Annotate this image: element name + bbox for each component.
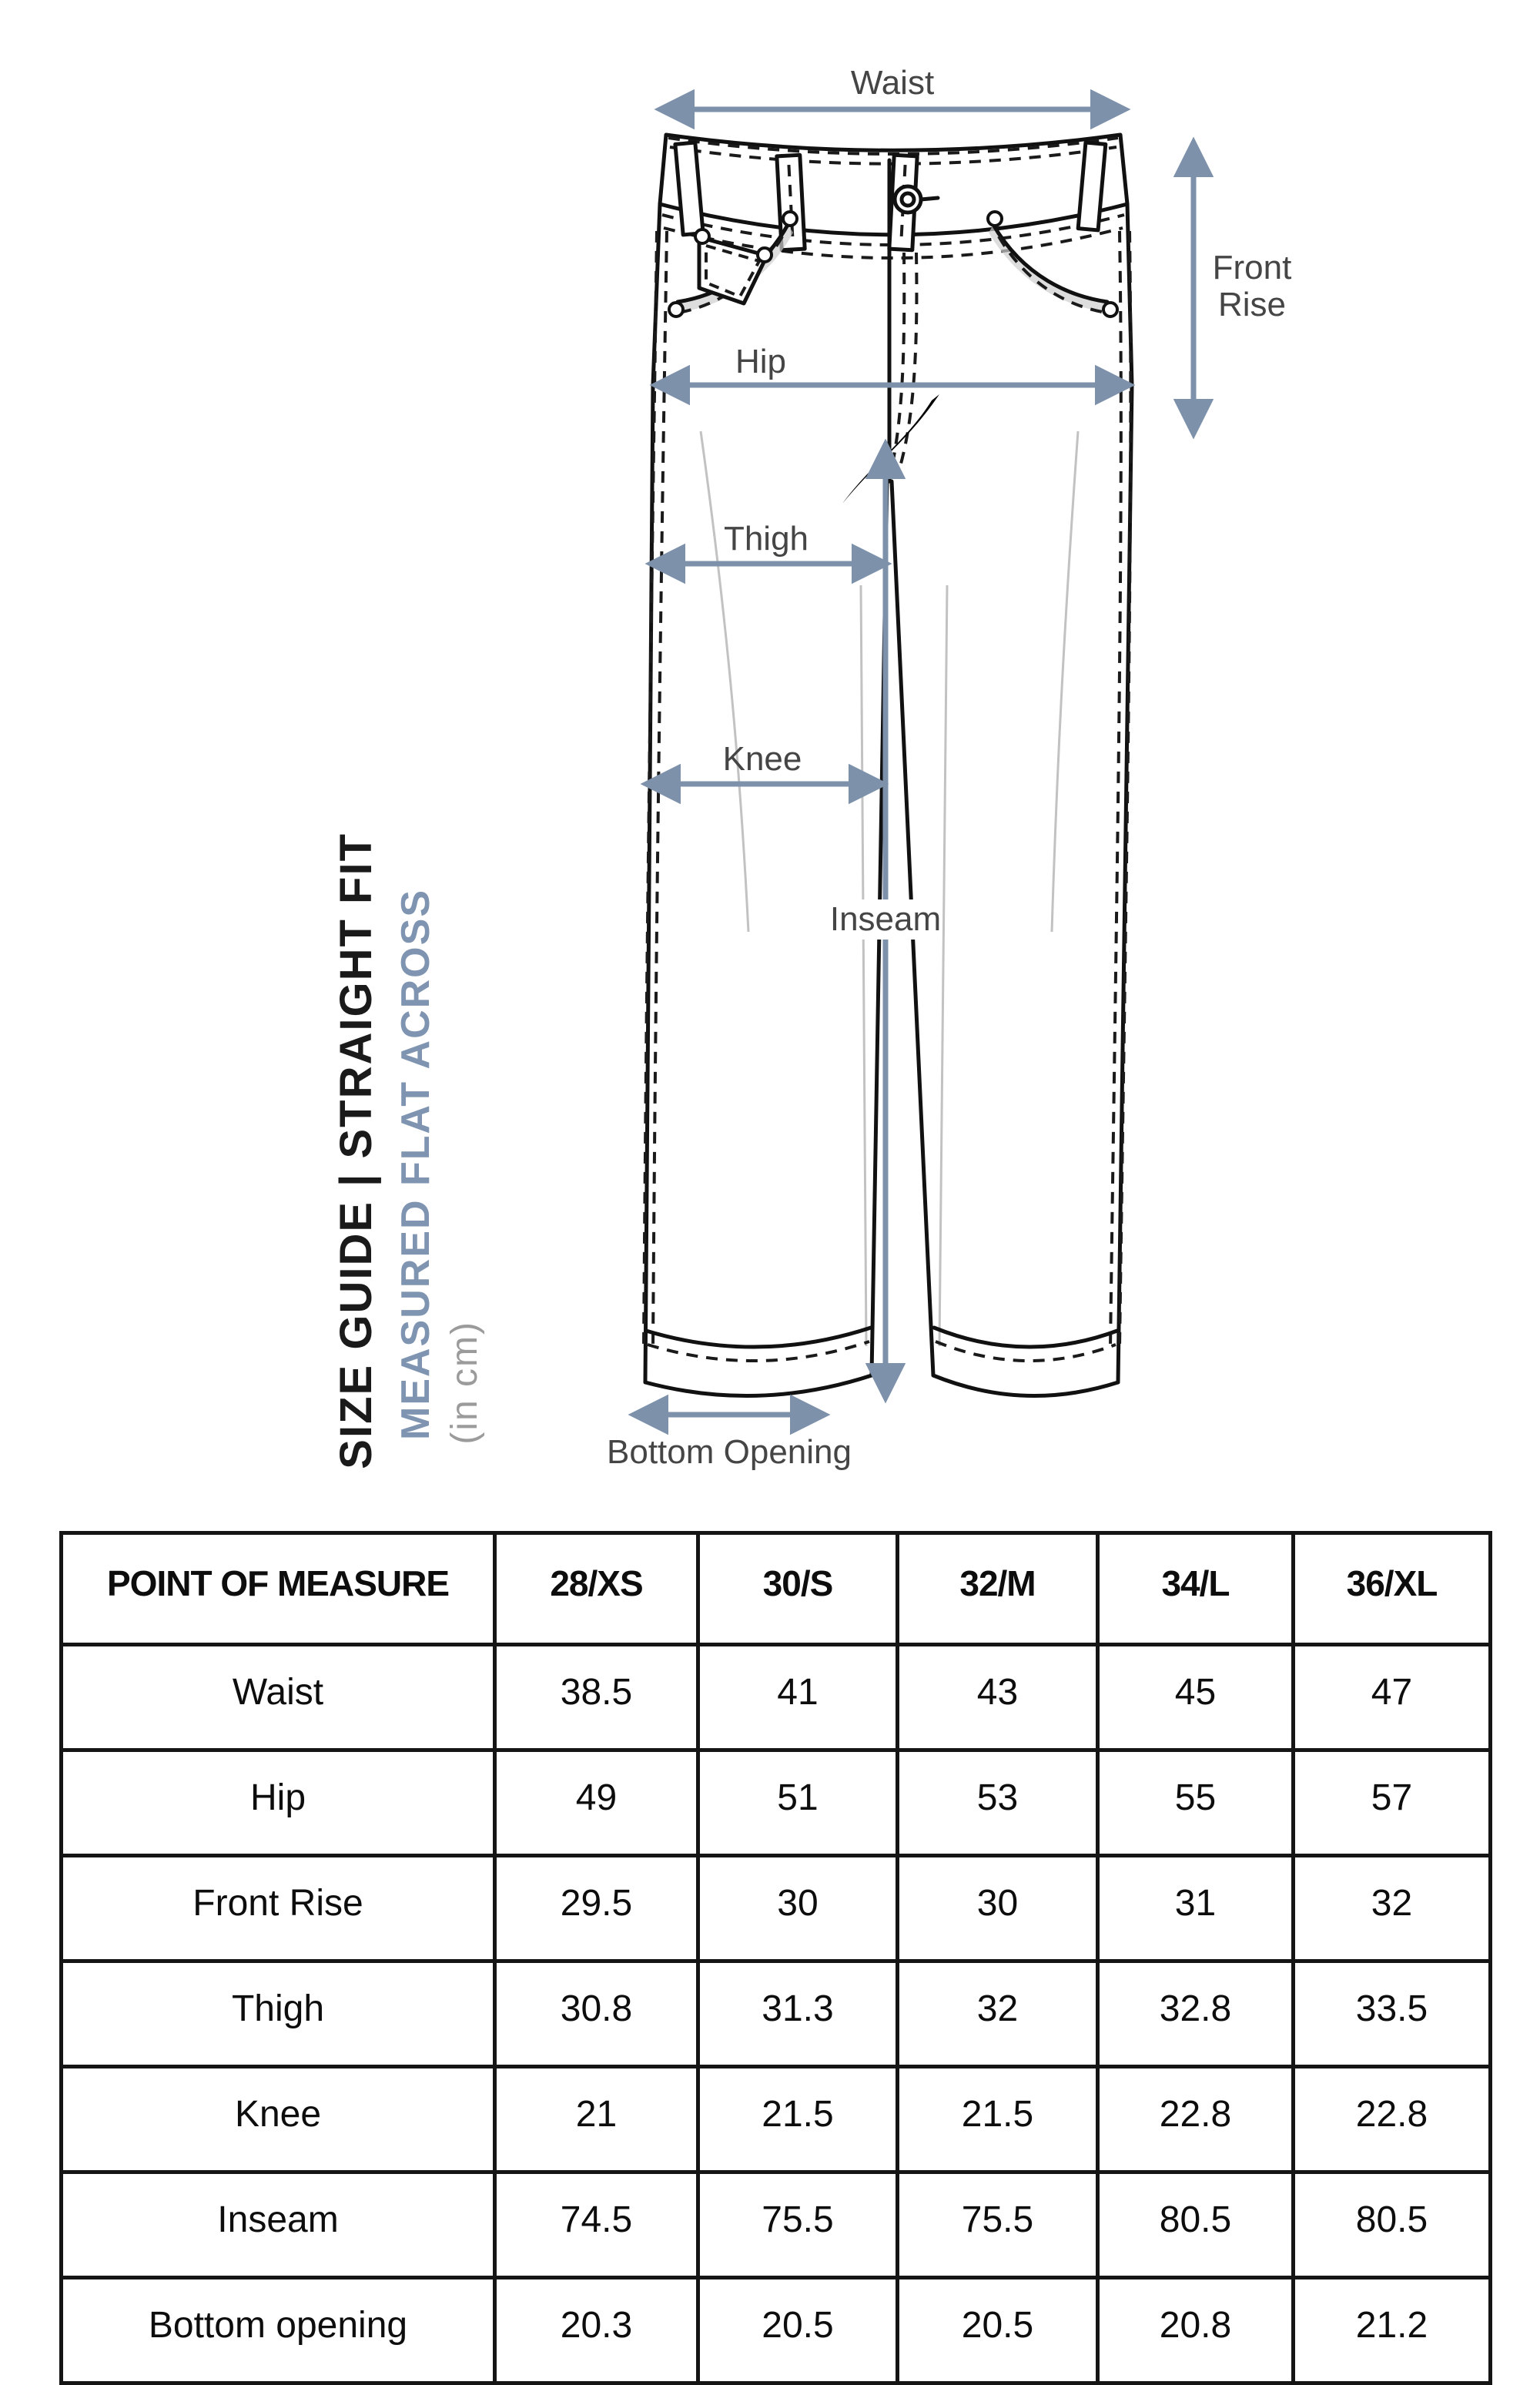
value-cell: 74.5 — [495, 2172, 698, 2278]
value-cell: 30 — [698, 1856, 898, 1961]
table-row — [62, 2172, 1491, 2278]
col-header-34l: 34/L — [1098, 1533, 1294, 1645]
value-cell: 41 — [698, 1645, 898, 1750]
value-cell: 33.5 — [1294, 1961, 1491, 2067]
value-cell: 29.5 — [495, 1856, 698, 1961]
inseam-label: Inseam — [829, 900, 942, 938]
value-cell: 45 — [1098, 1645, 1294, 1750]
value-cell: 32 — [898, 1961, 1098, 2067]
value-cell: 75.5 — [898, 2172, 1098, 2278]
value-cell: 51 — [698, 1750, 898, 1856]
measure-cell: Bottom opening — [62, 2278, 495, 2383]
value-cell: 20.8 — [1098, 2278, 1294, 2383]
value-cell: 22.8 — [1098, 2067, 1294, 2172]
value-cell: 21.5 — [898, 2067, 1098, 2172]
col-header-point-of-measure: POINT OF MEASURE — [62, 1533, 495, 1645]
value-cell: 20.5 — [898, 2278, 1098, 2383]
value-cell: 75.5 — [698, 2172, 898, 2278]
value-cell: 32.8 — [1098, 1961, 1294, 2067]
front-rise-label-line2: Rise — [1217, 286, 1287, 323]
value-cell: 20.5 — [698, 2278, 898, 2383]
value-cell: 38.5 — [495, 1645, 698, 1750]
measure-cell: Inseam — [62, 2172, 495, 2278]
table-row — [62, 1856, 1491, 1961]
value-cell: 80.5 — [1294, 2172, 1491, 2278]
size-table — [59, 1531, 1492, 2385]
value-cell: 21 — [495, 2067, 698, 2172]
value-cell: 55 — [1098, 1750, 1294, 1856]
value-cell: 30 — [898, 1856, 1098, 1961]
value-cell: 47 — [1294, 1645, 1491, 1750]
waist-arrow — [662, 64, 1123, 109]
waist-label: Waist — [850, 64, 935, 102]
col-header-32m: 32/M — [898, 1533, 1098, 1645]
measure-cell: Waist — [62, 1645, 495, 1750]
bottom-opening-label: Bottom Opening — [607, 1433, 852, 1471]
value-cell: 30.8 — [495, 1961, 698, 2067]
value-cell: 53 — [898, 1750, 1098, 1856]
col-header-36xl: 36/XL — [1294, 1533, 1491, 1645]
measure-cell: Knee — [62, 2067, 495, 2172]
knee-label: Knee — [722, 740, 802, 778]
value-cell: 31.3 — [698, 1961, 898, 2067]
front-rise-arrow — [1194, 145, 1291, 431]
value-cell: 43 — [898, 1645, 1098, 1750]
col-header-28xs: 28/XS — [495, 1533, 698, 1645]
col-header-30s: 30/S — [698, 1533, 898, 1645]
value-cell: 31 — [1098, 1856, 1294, 1961]
value-cell: 32 — [1294, 1856, 1491, 1961]
measure-cell: Thigh — [62, 1961, 495, 2067]
table-row — [62, 1961, 1491, 2067]
value-cell: 21.5 — [698, 2067, 898, 2172]
bottom-opening-arrow — [607, 1415, 852, 1471]
unit-note: (in cm) — [444, 1321, 485, 1445]
hip-label: Hip — [735, 343, 787, 380]
pants-diagram — [585, 46, 1509, 1532]
table-header-row — [62, 1533, 1491, 1645]
front-rise-label-line1: Front — [1212, 249, 1292, 286]
value-cell: 22.8 — [1294, 2067, 1491, 2172]
value-cell: 57 — [1294, 1750, 1491, 1856]
value-cell: 21.2 — [1294, 2278, 1491, 2383]
thigh-label: Thigh — [723, 520, 809, 558]
table-row — [62, 2067, 1491, 2172]
table-row — [62, 2278, 1491, 2383]
table-row — [62, 1645, 1491, 1750]
measure-cell: Front Rise — [62, 1856, 495, 1961]
value-cell: 49 — [495, 1750, 698, 1856]
page-subtitle: MEASURED FLAT ACROSS — [393, 889, 438, 1440]
value-cell: 80.5 — [1098, 2172, 1294, 2278]
measure-cell: Hip — [62, 1750, 495, 1856]
page-title: SIZE GUIDE | STRAIGHT FIT — [331, 832, 381, 1469]
value-cell: 20.3 — [495, 2278, 698, 2383]
table-row — [62, 1750, 1491, 1856]
